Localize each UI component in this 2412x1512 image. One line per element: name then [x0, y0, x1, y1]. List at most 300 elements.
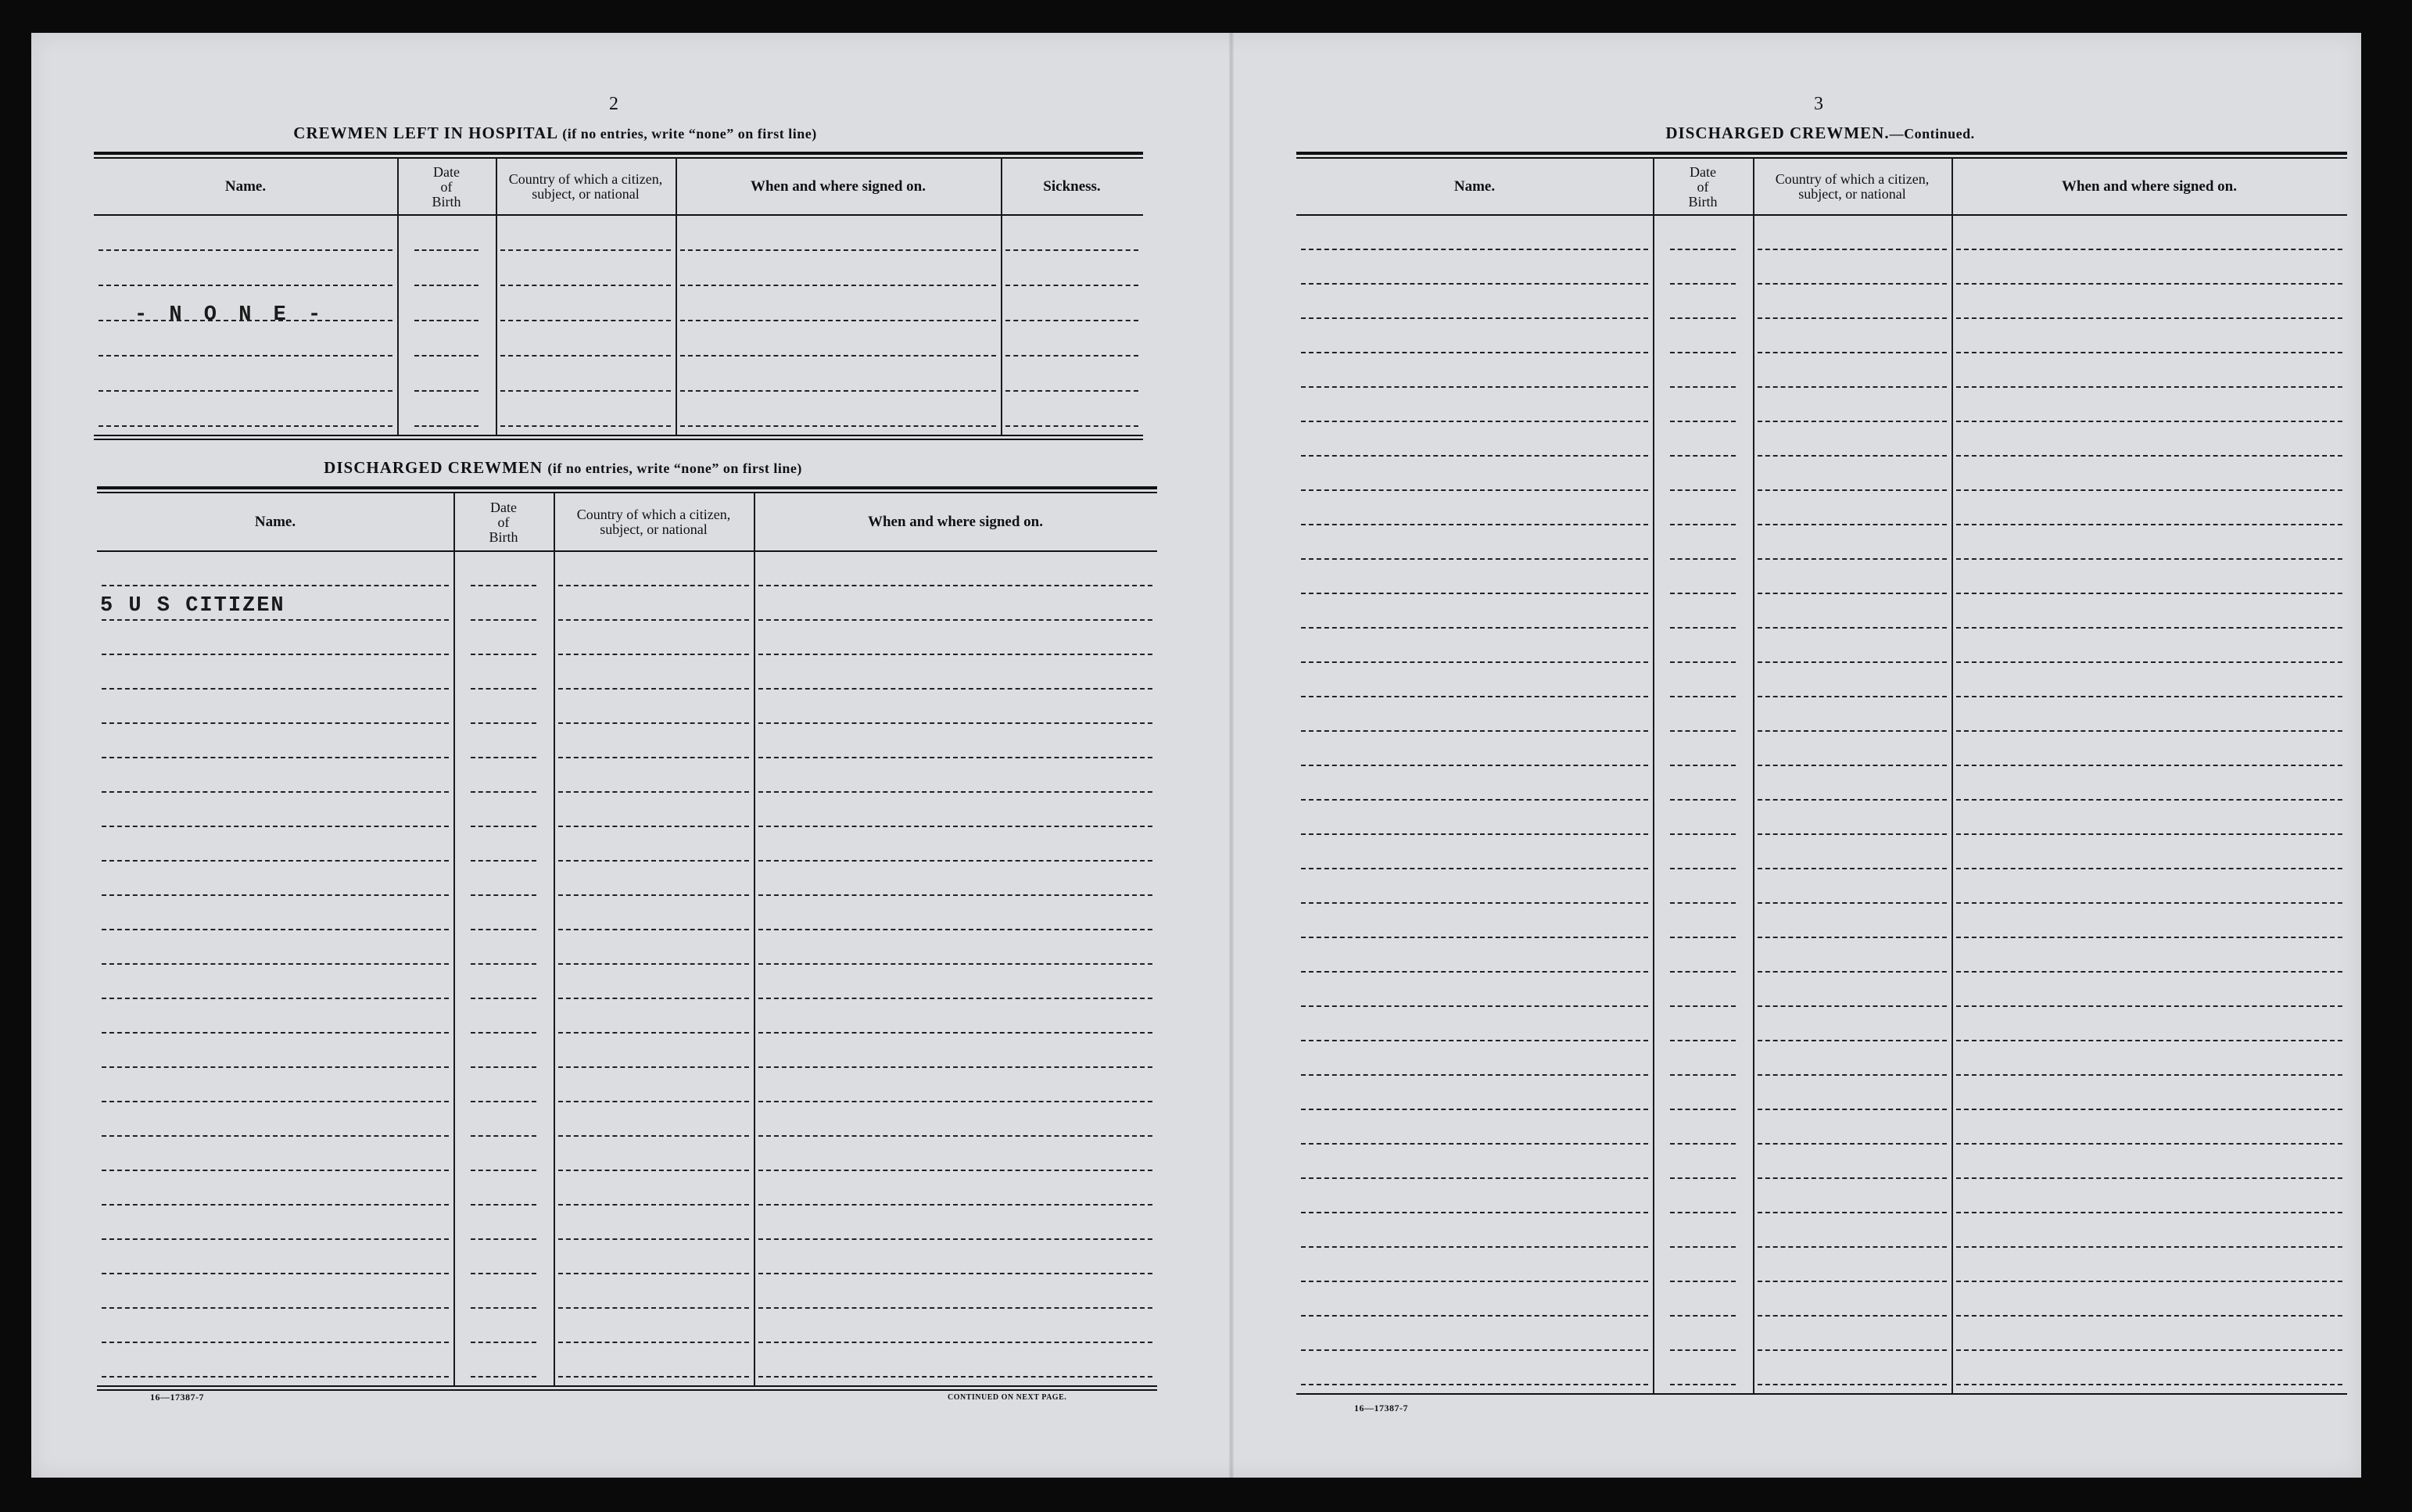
hospital-none-entry: - N O N E -	[134, 303, 326, 327]
hospital-section-title	[125, 124, 985, 143]
discharged-subtitle: (if no entries, write “none” on first line)	[547, 460, 802, 476]
right-table-row-line	[1670, 386, 1736, 388]
document-sheet	[31, 33, 2361, 1478]
right-table-row-line	[1301, 833, 1648, 835]
hospital-row-line	[414, 425, 478, 427]
right-table-row-line	[1956, 1177, 2342, 1179]
right-table-row-line	[1956, 1384, 2342, 1385]
right-table-row-line	[1670, 1005, 1736, 1007]
right-table-row-line	[1670, 524, 1736, 525]
right-table-row-line	[1956, 1246, 2342, 1248]
discharged-row-line	[558, 1204, 749, 1206]
discharged-row-line	[558, 929, 749, 930]
right-table-row-line	[1758, 971, 1947, 973]
discharged-row-line	[758, 1032, 1152, 1034]
right-table-row-line	[1301, 1384, 1648, 1385]
discharged-row-line	[102, 1238, 449, 1240]
right-table-row-line	[1670, 455, 1736, 457]
discharged-row-line	[558, 654, 749, 655]
hospital-row-line	[1005, 285, 1138, 286]
hospital-row-line	[1005, 390, 1138, 392]
hospital-title: CREWMEN LEFT IN HOSPITAL	[293, 124, 557, 142]
right-table-row-line	[1758, 696, 1947, 697]
discharged-row-line	[758, 1238, 1152, 1240]
right-table-row-line	[1956, 455, 2342, 457]
discharged-row-line	[471, 1032, 536, 1034]
right-table-row-line	[1670, 627, 1736, 629]
discharged-row-line	[102, 1170, 449, 1171]
right-table-row-line	[1758, 1281, 1947, 1282]
right-table-row-line	[1670, 1384, 1736, 1385]
right-table-top-rule	[1296, 152, 2347, 155]
discharged-row-line	[758, 963, 1152, 965]
right-title: DISCHARGED CREWMEN.	[1665, 124, 1890, 142]
discharged-row-line	[471, 585, 536, 586]
right-table-row-line	[1758, 1349, 1947, 1351]
discharged-row-line	[558, 1273, 749, 1274]
right-table-row-line	[1670, 1315, 1736, 1317]
right-table-row-line	[1956, 937, 2342, 938]
hospital-row-line	[414, 249, 478, 251]
discharged-row-line	[102, 722, 449, 724]
right-table-row-line	[1956, 317, 2342, 319]
right-table-row-line	[1758, 868, 1947, 869]
right-page	[1234, 33, 2361, 1478]
right-table-row-line	[1301, 730, 1648, 732]
right-table-row-line	[1956, 352, 2342, 353]
discharged-row-line	[471, 860, 536, 862]
discharged-row-line	[758, 619, 1152, 621]
discharged-row-line	[102, 1101, 449, 1102]
right-table-header-rule	[1296, 214, 2347, 216]
discharged-row-line	[102, 963, 449, 965]
discharged-row-line	[558, 1066, 749, 1068]
right-table-row-line	[1301, 902, 1648, 904]
right-table-row-line	[1670, 283, 1736, 285]
discharged-row-line	[558, 1101, 749, 1102]
right-table-row-line	[1956, 593, 2342, 594]
right-table-row-line	[1301, 937, 1648, 938]
right-table-row-line	[1758, 765, 1947, 766]
discharged-row-line	[758, 585, 1152, 586]
discharged-row-line	[558, 1032, 749, 1034]
discharged-row-line	[471, 1135, 536, 1137]
right-table-row-line	[1301, 386, 1648, 388]
discharged-row-line	[471, 722, 536, 724]
discharged-row-line	[102, 688, 449, 690]
right-table-row-line	[1758, 386, 1947, 388]
right-table-row-line	[1670, 730, 1736, 732]
right-table-row-line	[1670, 1074, 1736, 1076]
right-table-col-header: Name.	[1453, 178, 1496, 195]
right-table-row-line	[1670, 317, 1736, 319]
hospital-row-line	[500, 320, 671, 321]
right-table-row-line	[1956, 627, 2342, 629]
right-table-row-line	[1758, 317, 1947, 319]
discharged-bottom-rule	[97, 1385, 1157, 1387]
right-table-row-line	[1670, 1349, 1736, 1351]
right-table-row-line	[1956, 489, 2342, 491]
right-table-row-line	[1670, 1246, 1736, 1248]
discharged-top-rule	[97, 486, 1157, 489]
right-table-row-line	[1301, 1349, 1648, 1351]
right-table-row-line	[1758, 1143, 1947, 1145]
right-table-row-line	[1758, 593, 1947, 594]
right-table-top-rule-2	[1296, 157, 2347, 159]
right-table-row-line	[1758, 524, 1947, 525]
discharged-row-line	[102, 929, 449, 930]
right-table-row-line	[1670, 489, 1736, 491]
hospital-row-line	[414, 355, 478, 357]
hospital-subtitle: (if no entries, write “none” on first line)	[562, 126, 817, 142]
discharged-row-line	[102, 894, 449, 896]
hospital-row-line	[99, 320, 392, 321]
hospital-bottom-rule-2	[94, 439, 1143, 440]
discharged-row-line	[102, 1135, 449, 1137]
discharged-col-header: Country of which a citizen, subject, or national	[576, 507, 731, 537]
right-table-row-line	[1301, 868, 1648, 869]
hospital-row-line	[1005, 249, 1138, 251]
right-table-row-line	[1758, 902, 1947, 904]
hospital-column-divider	[676, 158, 677, 435]
right-table-row-line	[1670, 799, 1736, 801]
hospital-row-line	[680, 249, 996, 251]
discharged-row-line	[471, 757, 536, 758]
discharged-row-line	[102, 998, 449, 999]
right-table-col-header: When and where signed on.	[2061, 178, 2237, 195]
right-table-row-line	[1956, 902, 2342, 904]
right-table-row-line	[1956, 1109, 2342, 1110]
discharged-row-line	[558, 585, 749, 586]
right-table-row-line	[1956, 524, 2342, 525]
discharged-row-line	[558, 963, 749, 965]
right-table-row-line	[1301, 1212, 1648, 1213]
discharged-row-line	[758, 688, 1152, 690]
right-table-row-line	[1758, 455, 1947, 457]
right-table-row-line	[1670, 868, 1736, 869]
right-table-row-line	[1670, 1281, 1736, 1282]
hospital-column-divider	[397, 158, 399, 435]
discharged-row-line	[558, 1307, 749, 1309]
discharged-top-rule-2	[97, 492, 1157, 493]
hospital-row-line	[414, 285, 478, 286]
hospital-bottom-rule	[94, 435, 1143, 436]
discharged-row-line	[471, 1376, 536, 1378]
right-section-title	[1546, 124, 2094, 143]
discharged-row-line	[471, 1204, 536, 1206]
discharged-row-line	[758, 998, 1152, 999]
discharged-row-line	[471, 654, 536, 655]
right-table-row-line	[1301, 317, 1648, 319]
right-table-row-line	[1670, 1177, 1736, 1179]
discharged-row-line	[102, 1273, 449, 1274]
hospital-row-line	[1005, 425, 1138, 427]
right-table-row-line	[1301, 765, 1648, 766]
right-table-row-line	[1956, 386, 2342, 388]
right-table-row-line	[1956, 1349, 2342, 1351]
right-table-row-line	[1301, 1109, 1648, 1110]
right-table-row-line	[1301, 1005, 1648, 1007]
left-page	[31, 33, 1229, 1478]
right-table-row-line	[1758, 799, 1947, 801]
discharged-row-line	[558, 1135, 749, 1137]
right-table-row-line	[1758, 1109, 1947, 1110]
right-table-row-line	[1758, 1315, 1947, 1317]
discharged-row-line	[758, 929, 1152, 930]
discharged-row-line	[758, 1101, 1152, 1102]
right-table-row-line	[1301, 455, 1648, 457]
form-number-left: 16—17387-7	[150, 1392, 204, 1403]
discharged-row-line	[758, 722, 1152, 724]
discharged-row-line	[471, 826, 536, 827]
right-table-row-line	[1301, 558, 1648, 560]
right-table-row-line	[1758, 661, 1947, 663]
discharged-row-line	[102, 826, 449, 827]
right-table-row-line	[1956, 558, 2342, 560]
discharged-column-divider	[554, 493, 555, 1385]
discharged-bottom-rule-2	[97, 1389, 1157, 1391]
discharged-row-line	[558, 1170, 749, 1171]
discharged-section-title	[133, 458, 993, 478]
right-table-column-divider	[1951, 158, 1953, 1393]
right-table-row-line	[1301, 593, 1648, 594]
discharged-col-header: When and where signed on.	[867, 514, 1043, 530]
discharged-row-line	[758, 1376, 1152, 1378]
discharged-row-line	[758, 1135, 1152, 1137]
continued-note: CONTINUED ON NEXT PAGE.	[948, 1393, 1067, 1402]
right-table-row-line	[1301, 421, 1648, 422]
right-title-suffix: —Continued.	[1889, 126, 1975, 142]
hospital-col-header: Name.	[224, 178, 267, 195]
right-table-row-line	[1956, 868, 2342, 869]
right-table-row-line	[1758, 833, 1947, 835]
page-number-left: 2	[609, 94, 618, 114]
right-table-row-line	[1758, 1074, 1947, 1076]
discharged-row-line	[102, 654, 449, 655]
hospital-column-divider	[496, 158, 497, 435]
hospital-row-line	[99, 285, 392, 286]
right-table-row-line	[1956, 833, 2342, 835]
hospital-top-rule	[94, 152, 1143, 155]
discharged-row-line	[471, 998, 536, 999]
discharged-row-line	[471, 894, 536, 896]
right-table-row-line	[1758, 730, 1947, 732]
discharged-row-line	[102, 791, 449, 793]
right-table-col-header: Country of which a citizen, subject, or national	[1775, 171, 1930, 202]
right-table-col-header: Date of Birth	[1688, 163, 1718, 210]
right-table-row-line	[1956, 661, 2342, 663]
discharged-row-line	[758, 654, 1152, 655]
right-table-row-line	[1758, 1246, 1947, 1248]
discharged-row-line	[758, 826, 1152, 827]
right-table-row-line	[1670, 249, 1736, 250]
right-table-row-line	[1956, 1005, 2342, 1007]
right-table-row-line	[1758, 249, 1947, 250]
right-table-row-line	[1670, 833, 1736, 835]
discharged-row-line	[558, 722, 749, 724]
right-table-row-line	[1956, 421, 2342, 422]
discharged-row-line	[758, 1342, 1152, 1343]
hospital-row-line	[500, 355, 671, 357]
discharged-col-header: Name.	[254, 514, 296, 530]
right-table-row-line	[1758, 1177, 1947, 1179]
right-table-row-line	[1670, 1109, 1736, 1110]
discharged-row-line	[102, 1376, 449, 1378]
discharged-row-line	[558, 688, 749, 690]
hospital-row-line	[99, 355, 392, 357]
discharged-row-line	[558, 1376, 749, 1378]
right-table-row-line	[1758, 1212, 1947, 1213]
hospital-row-line	[500, 425, 671, 427]
discharged-row-line	[758, 1273, 1152, 1274]
right-table-row-line	[1670, 1040, 1736, 1041]
right-table-row-line	[1956, 1212, 2342, 1213]
discharged-row-line	[471, 1273, 536, 1274]
discharged-column-divider	[453, 493, 455, 1385]
hospital-col-header: Sickness.	[1043, 178, 1101, 195]
right-table-row-line	[1670, 765, 1736, 766]
discharged-col-header: Date of Birth	[489, 499, 518, 545]
right-table-row-line	[1758, 1384, 1947, 1385]
discharged-row-line	[471, 791, 536, 793]
hospital-row-line	[99, 425, 392, 427]
hospital-col-header: Date of Birth	[432, 163, 461, 210]
hospital-row-line	[1005, 320, 1138, 321]
right-table-row-line	[1301, 1143, 1648, 1145]
hospital-row-line	[500, 249, 671, 251]
right-table-row-line	[1301, 1177, 1648, 1179]
discharged-row-line	[471, 963, 536, 965]
right-table-row-line	[1758, 627, 1947, 629]
discharged-row-line	[102, 1342, 449, 1343]
discharged-row-line	[102, 757, 449, 758]
hospital-row-line	[680, 320, 996, 321]
hospital-row-line	[99, 390, 392, 392]
discharged-row-line	[471, 1238, 536, 1240]
discharged-row-line	[558, 826, 749, 827]
page-number-right: 3	[1814, 94, 1823, 114]
right-table-row-line	[1758, 489, 1947, 491]
right-table-bottom-rule	[1296, 1393, 2347, 1395]
right-table-row-line	[1670, 902, 1736, 904]
right-table-row-line	[1301, 1246, 1648, 1248]
hospital-col-header: When and where signed on.	[750, 178, 926, 195]
discharged-row-line	[558, 757, 749, 758]
hospital-row-line	[680, 390, 996, 392]
discharged-row-line	[102, 1032, 449, 1034]
right-table-row-line	[1670, 352, 1736, 353]
right-table-row-line	[1956, 799, 2342, 801]
discharged-row-line	[471, 1066, 536, 1068]
hospital-row-line	[99, 249, 392, 251]
discharged-row-line	[102, 1066, 449, 1068]
right-table-row-line	[1956, 283, 2342, 285]
discharged-row-line	[758, 757, 1152, 758]
discharged-row-line	[471, 1101, 536, 1102]
hospital-header-rule	[94, 214, 1143, 216]
discharged-row-line	[758, 1170, 1152, 1171]
right-table-column-divider	[1753, 158, 1754, 1393]
right-table-row-line	[1956, 971, 2342, 973]
discharged-row-line	[758, 1066, 1152, 1068]
discharged-row-line	[102, 585, 449, 586]
hospital-row-line	[680, 285, 996, 286]
hospital-column-divider	[1001, 158, 1002, 435]
right-table-row-line	[1670, 661, 1736, 663]
right-table-row-line	[1301, 249, 1648, 250]
form-number-right: 16—17387-7	[1354, 1403, 1408, 1413]
discharged-row-line	[471, 1170, 536, 1171]
hospital-row-line	[500, 390, 671, 392]
right-table-row-line	[1758, 1040, 1947, 1041]
discharged-header-rule	[97, 550, 1157, 552]
discharged-column-divider	[754, 493, 755, 1385]
right-table-row-line	[1956, 730, 2342, 732]
right-table-row-line	[1301, 352, 1648, 353]
right-table-row-line	[1758, 1005, 1947, 1007]
right-table-row-line	[1301, 524, 1648, 525]
right-table-column-divider	[1653, 158, 1654, 1393]
right-table-row-line	[1301, 627, 1648, 629]
right-table-row-line	[1956, 1074, 2342, 1076]
discharged-row-line	[471, 929, 536, 930]
discharged-row-line	[758, 860, 1152, 862]
discharged-row-line	[758, 1204, 1152, 1206]
right-table-row-line	[1758, 421, 1947, 422]
discharged-row-line	[558, 860, 749, 862]
discharged-row-line	[471, 619, 536, 621]
discharged-entry: 5 U S CITIZEN	[100, 594, 285, 618]
discharged-row-line	[758, 894, 1152, 896]
right-table-row-line	[1956, 1143, 2342, 1145]
right-table-row-line	[1670, 1212, 1736, 1213]
discharged-row-line	[558, 619, 749, 621]
discharged-title: DISCHARGED CREWMEN	[324, 458, 543, 477]
discharged-row-line	[471, 1307, 536, 1309]
right-table-row-line	[1670, 558, 1736, 560]
discharged-row-line	[471, 688, 536, 690]
right-table-row-line	[1956, 1315, 2342, 1317]
discharged-row-line	[558, 1342, 749, 1343]
discharged-row-line	[558, 894, 749, 896]
hospital-row-line	[680, 425, 996, 427]
right-table-row-line	[1301, 283, 1648, 285]
discharged-row-line	[102, 860, 449, 862]
right-table-row-line	[1301, 1315, 1648, 1317]
right-table-row-line	[1301, 1040, 1648, 1041]
right-table-row-line	[1301, 1281, 1648, 1282]
right-table-row-line	[1301, 489, 1648, 491]
right-table-row-line	[1670, 696, 1736, 697]
right-table-row-line	[1301, 799, 1648, 801]
right-table-row-line	[1301, 696, 1648, 697]
right-table-row-line	[1670, 937, 1736, 938]
hospital-row-line	[680, 355, 996, 357]
right-table-row-line	[1758, 283, 1947, 285]
right-table-row-line	[1956, 765, 2342, 766]
right-table-row-line	[1956, 696, 2342, 697]
right-table-row-line	[1956, 249, 2342, 250]
hospital-row-line	[414, 320, 478, 321]
discharged-row-line	[558, 998, 749, 999]
right-table-row-line	[1758, 937, 1947, 938]
discharged-row-line	[558, 1238, 749, 1240]
right-table-row-line	[1670, 421, 1736, 422]
hospital-row-line	[1005, 355, 1138, 357]
discharged-row-line	[102, 1204, 449, 1206]
discharged-row-line	[102, 1307, 449, 1309]
right-table-row-line	[1670, 1143, 1736, 1145]
